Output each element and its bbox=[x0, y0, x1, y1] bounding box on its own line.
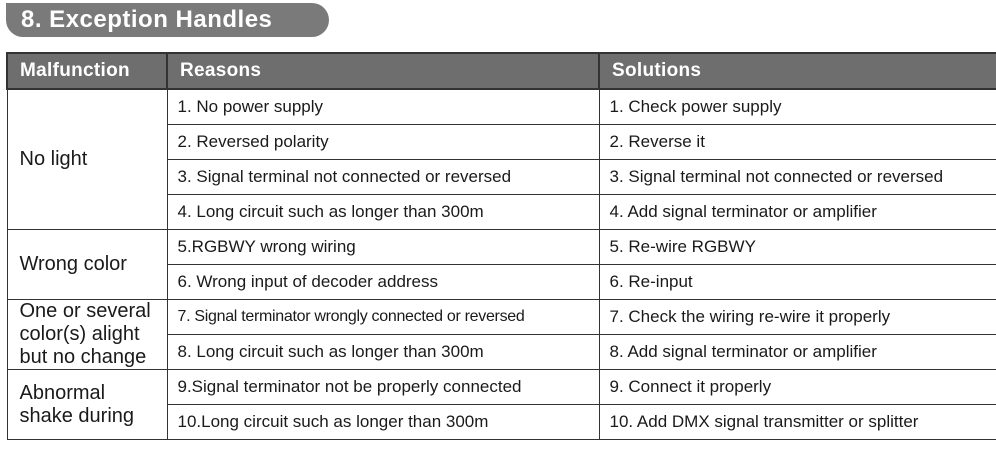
reason-cell: 10.Long circuit such as longer than 300m bbox=[167, 405, 599, 440]
reason-cell: 3. Signal terminal not connected or reversed bbox=[167, 160, 599, 195]
header-malfunction: Malfunction bbox=[7, 53, 167, 89]
malfunction-line: No light bbox=[19, 148, 88, 170]
solution-cell: 1. Check power supply bbox=[599, 89, 996, 125]
section-title-text: 8. Exception Handles bbox=[21, 6, 273, 33]
malfunction-line: shake during bbox=[19, 404, 135, 427]
malfunction-line: Wrong color bbox=[19, 253, 127, 275]
solution-cell: 4. Add signal terminator or amplifier bbox=[599, 195, 996, 230]
table-row bbox=[7, 370, 996, 405]
solution-cell: 8. Add signal terminator or amplifier bbox=[599, 335, 996, 370]
malfunction-cell bbox=[7, 89, 167, 230]
reason-cell: 7. Signal terminator wrongly connected or reversed bbox=[167, 300, 599, 335]
reason-cell: 5.RGBWY wrong wiring bbox=[167, 230, 599, 265]
reason-cell: 6. Wrong input of decoder address bbox=[167, 265, 599, 300]
reason-cell: 2. Reversed polarity bbox=[167, 125, 599, 160]
malfunction-cell bbox=[7, 300, 167, 370]
table-row bbox=[7, 300, 996, 335]
exception-table bbox=[6, 52, 996, 440]
solution-cell: 6. Re-input bbox=[599, 265, 996, 300]
table-header-row bbox=[7, 53, 996, 89]
malfunction-cell bbox=[7, 230, 167, 300]
solution-cell: 3. Signal terminal not connected or reversed bbox=[599, 160, 996, 195]
solution-cell: 2. Reverse it bbox=[599, 125, 996, 160]
header-reasons: Reasons bbox=[167, 53, 599, 89]
malfunction-cell bbox=[7, 370, 167, 440]
solution-cell: 9. Connect it properly bbox=[599, 370, 996, 405]
reason-cell: 8. Long circuit such as longer than 300m bbox=[167, 335, 599, 370]
reason-cell: 1. No power supply bbox=[167, 89, 599, 125]
malfunction-line: One or several bbox=[19, 300, 151, 322]
solution-cell: 5. Re-wire RGBWY bbox=[599, 230, 996, 265]
reason-cell: 9.Signal terminator not be properly connected bbox=[167, 370, 599, 405]
solution-cell: 7. Check the wiring re-wire it properly bbox=[599, 300, 996, 335]
malfunction-line: but no change bbox=[19, 346, 147, 368]
table-row bbox=[7, 230, 996, 265]
malfunction-line: Abnormal bbox=[19, 381, 106, 404]
reason-cell: 4. Long circuit such as longer than 300m bbox=[167, 195, 599, 230]
malfunction-line: color(s) alight bbox=[19, 323, 140, 345]
header-solutions: Solutions bbox=[599, 53, 996, 89]
section-title bbox=[6, 3, 329, 37]
table-row bbox=[7, 89, 996, 125]
solution-cell: 10. Add DMX signal transmitter or splitter bbox=[599, 405, 996, 440]
